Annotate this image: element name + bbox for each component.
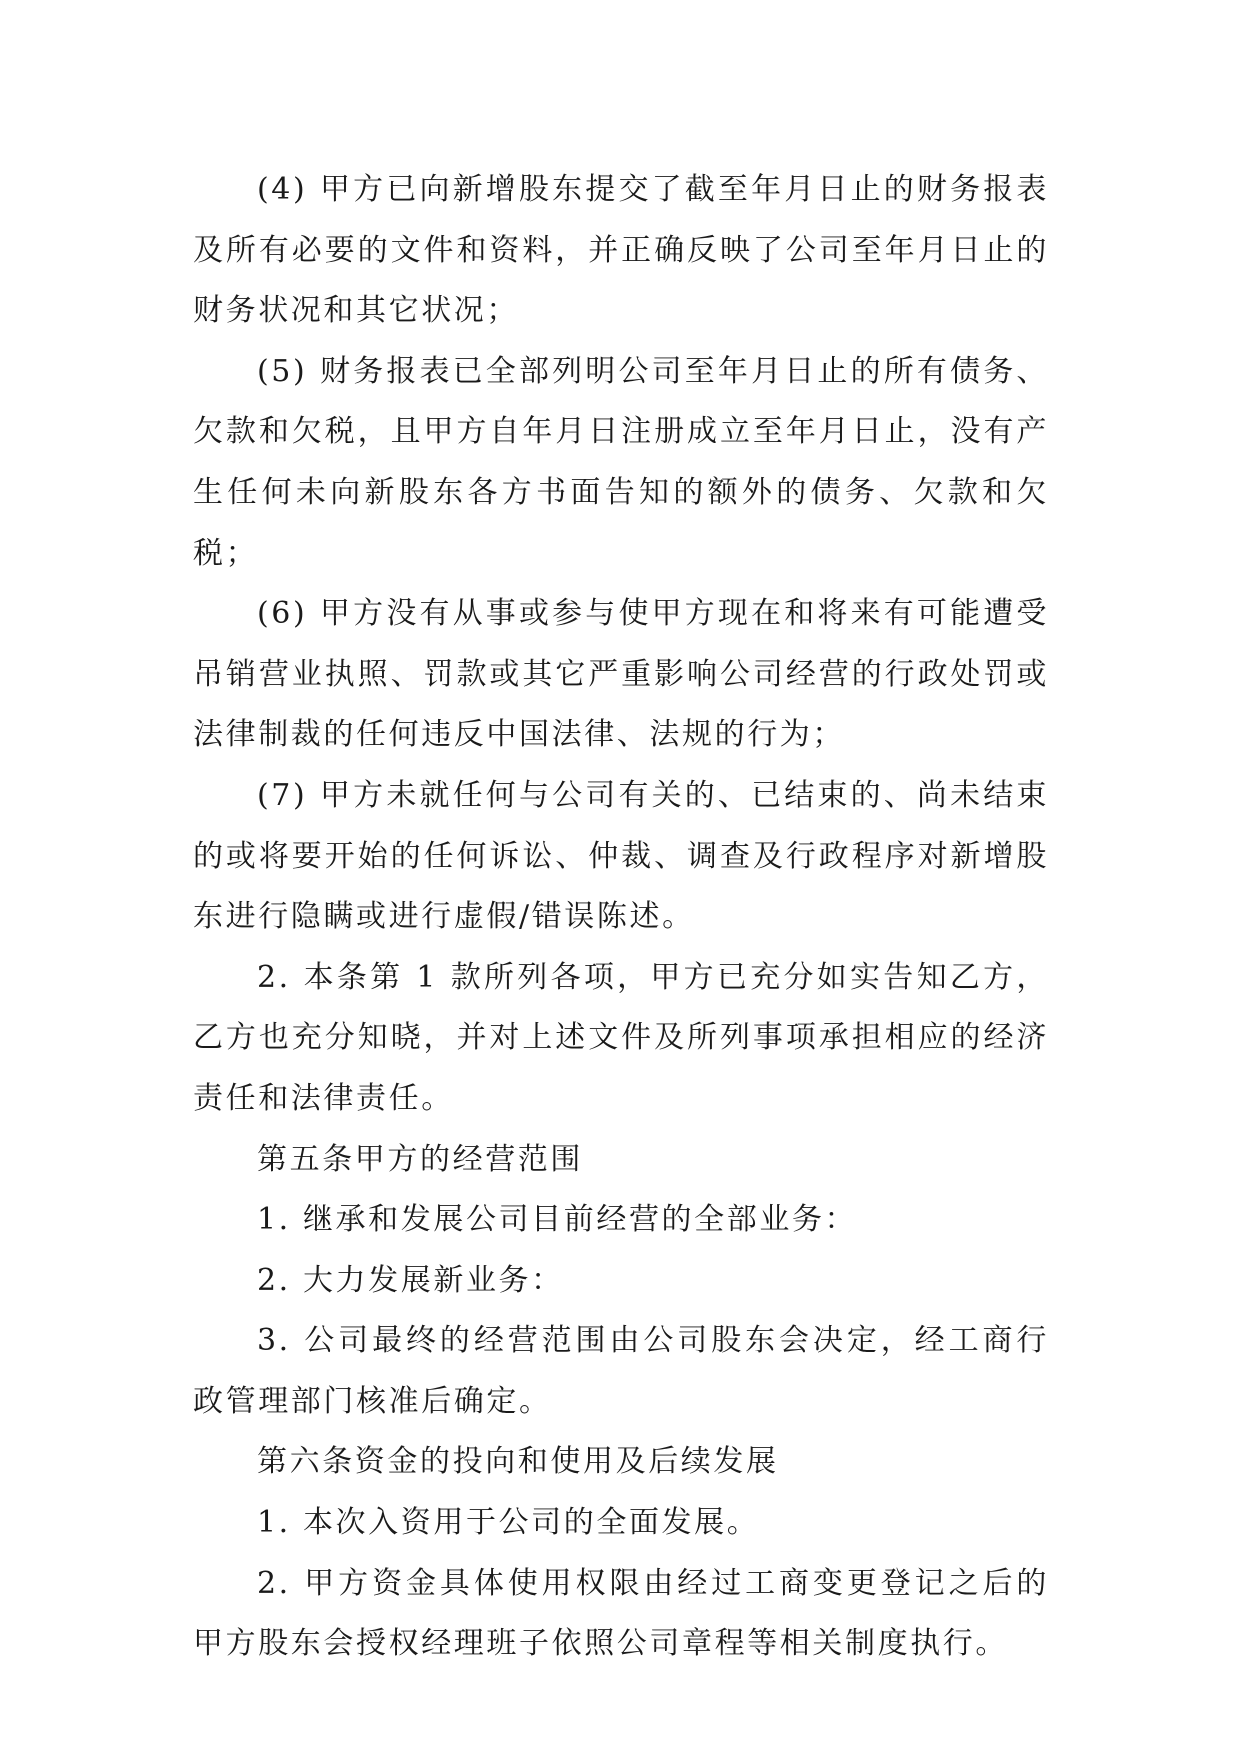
article-5-heading: 第五条甲方的经营范围 (257, 1141, 583, 1177)
article-5-item-1: 1. 继承和发展公司目前经营的全部业务： (257, 1202, 858, 1238)
article-6-item-2: 2. 甲方资金具体使用权限由经过工商变更登记之后的甲方股东会授权经理班子依照公司章程等相关制度执行。 (193, 1565, 1049, 1662)
document-body (193, 160, 1049, 1675)
article-5-item-2: 2. 大力发展新业务： (257, 1262, 564, 1298)
clause-paragraph-2: 2. 本条第 1 款所列各项，甲方已充分如实告知乙方，乙方也充分知晓，并对上述文件及所列事项承担相应的经济责任和法律责任。 (193, 959, 1049, 1116)
clause-item-7: (7) 甲方未就任何与公司有关的、已结束的、尚未结束的或将要开始的任何诉讼、仲裁、调查及行政程序对新增股东进行隐瞒或进行虚假/错误陈述。 (193, 777, 1049, 935)
article-6-item-1: 1. 本次入资用于公司的全面发展。 (257, 1505, 760, 1541)
clause-item-4: (4) 甲方已向新增股东提交了截至年月日止的财务报表及所有必要的文件和资料，并正确反映了公司至年月日止的财务状况和其它状况； (193, 172, 1049, 329)
clause-item-5: (5) 财务报表已全部列明公司至年月日止的所有债务、欠款和欠税，且甲方自年月日注册成立至年月日止，没有产生任何未向新股东各方书面告知的额外的债务、欠款和欠税； (193, 353, 1049, 571)
article-5-item-3: 3. 公司最终的经营范围由公司股东会决定，经工商行政管理部门核准后确定。 (193, 1323, 1049, 1419)
clause-item-6: (6) 甲方没有从事或参与使甲方现在和将来有可能遭受吊销营业执照、罚款或其它严重影响公司经营的行政处罚或法律制裁的任何违反中国法律、法规的行为； (193, 596, 1049, 753)
article-6-heading: 第六条资金的投向和使用及后续发展 (257, 1444, 779, 1480)
